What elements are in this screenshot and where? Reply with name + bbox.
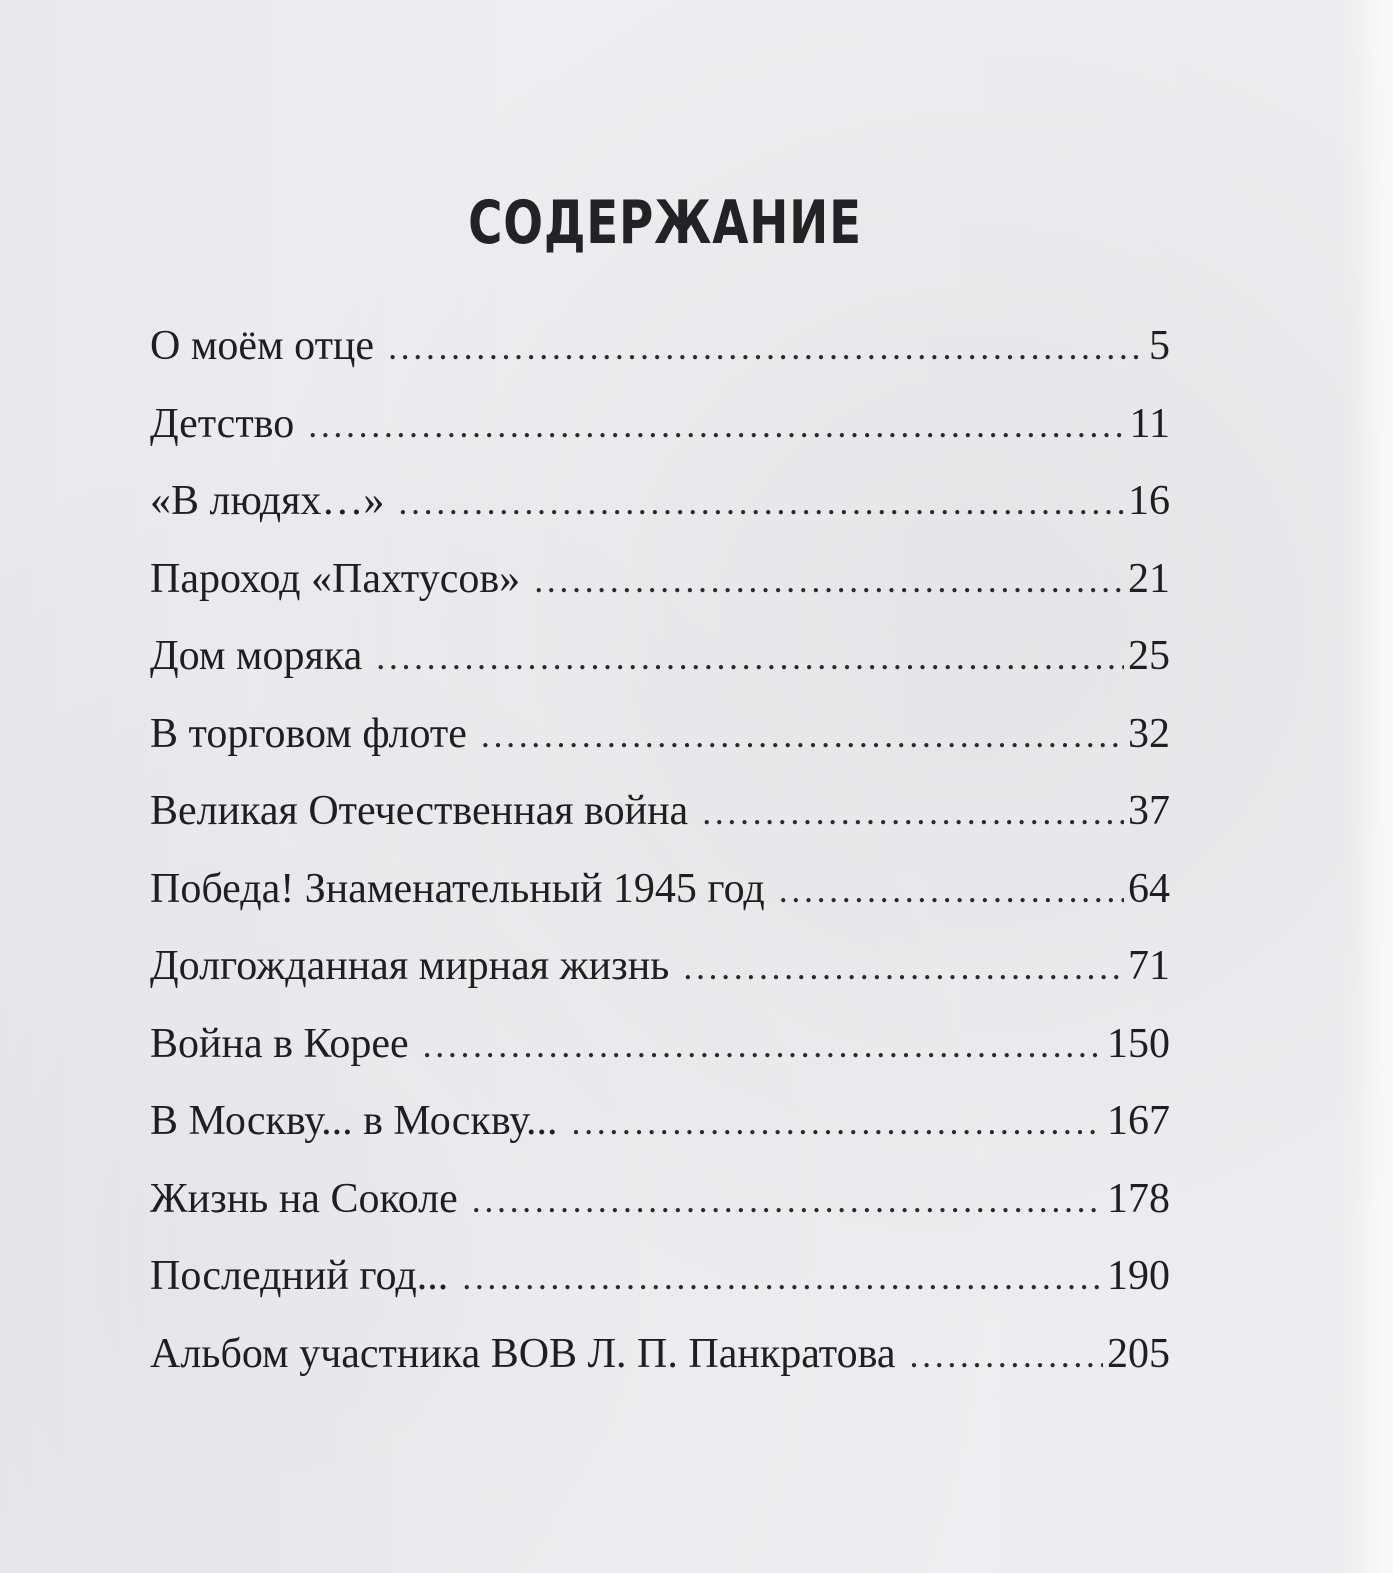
toc-entry-title: Жизнь на Соколе [150,1175,458,1222]
toc-entry [150,710,1170,788]
toc-entry-page: 71 [1128,943,1170,989]
page-edge [1357,0,1393,1573]
toc-entry-title: Победа! Знаменательный 1945 год [150,865,765,912]
toc-entry-page: 16 [1128,478,1170,524]
toc-entry-page: 37 [1128,788,1170,834]
toc-dot-leader [398,481,1124,523]
toc-entry-page: 190 [1107,1253,1170,1299]
toc-dot-leader [481,714,1124,756]
toc-entry-page: 21 [1128,555,1170,602]
toc-dot-leader [462,1256,1103,1298]
toc-entry-page: 205 [1107,1330,1170,1377]
toc-entry [150,1330,1170,1408]
toc-entry-title: В торговом флоте [150,710,467,757]
toc-entry-page: 32 [1128,710,1170,757]
table-of-contents [150,322,1170,1407]
toc-entry [150,865,1170,943]
toc-dot-leader [472,1179,1103,1221]
toc-dot-leader [423,1024,1103,1066]
toc-entry [150,477,1170,555]
toc-entry-title: «В людях…» [150,478,385,524]
toc-entry-title: В Москву... в Москву... [150,1098,558,1144]
toc-entry [150,400,1170,478]
toc-dot-leader [308,404,1125,446]
toc-entry [150,1020,1170,1098]
toc-entry-title: О моём отце [150,323,375,369]
toc-entry [150,942,1170,1020]
toc-entry-title: Великая Отечественная война [150,788,689,834]
toc-entry-page: 167 [1107,1098,1170,1144]
page-title: СОДЕРЖАНИЕ [468,188,862,259]
toc-entry-page: 5 [1149,323,1170,369]
toc-entry-title: Последний год... [150,1253,449,1299]
toc-dot-leader [910,1334,1103,1376]
toc-dot-leader [388,326,1145,368]
toc-entry-page: 64 [1128,865,1170,912]
toc-entry-title: Альбом участника ВОВ Л. П. Панкратова [150,1330,896,1377]
toc-dot-leader [779,869,1124,911]
toc-entry [150,1097,1170,1175]
toc-dot-leader [534,559,1124,601]
toc-dot-leader [572,1101,1103,1143]
toc-entry-title: Детство [150,400,295,447]
toc-entry-page: 178 [1107,1175,1170,1222]
toc-entry-page: 11 [1129,400,1170,447]
toc-entry [150,1175,1170,1253]
toc-dot-leader [376,636,1124,678]
toc-dot-leader [683,946,1124,988]
toc-entry [150,787,1170,865]
toc-entry [150,632,1170,710]
toc-entry-title: Долгожданная мирная жизнь [150,943,670,989]
toc-entry-title: Дом моряка [150,633,363,679]
toc-entry-title: Пароход «Пахтусов» [150,555,521,602]
toc-entry [150,555,1170,633]
toc-entry [150,322,1170,400]
toc-dot-leader [702,791,1124,833]
toc-entry [150,1252,1170,1330]
toc-entry-page: 150 [1107,1020,1170,1067]
toc-entry-page: 25 [1128,633,1170,679]
toc-entry-title: Война в Корее [150,1020,409,1067]
